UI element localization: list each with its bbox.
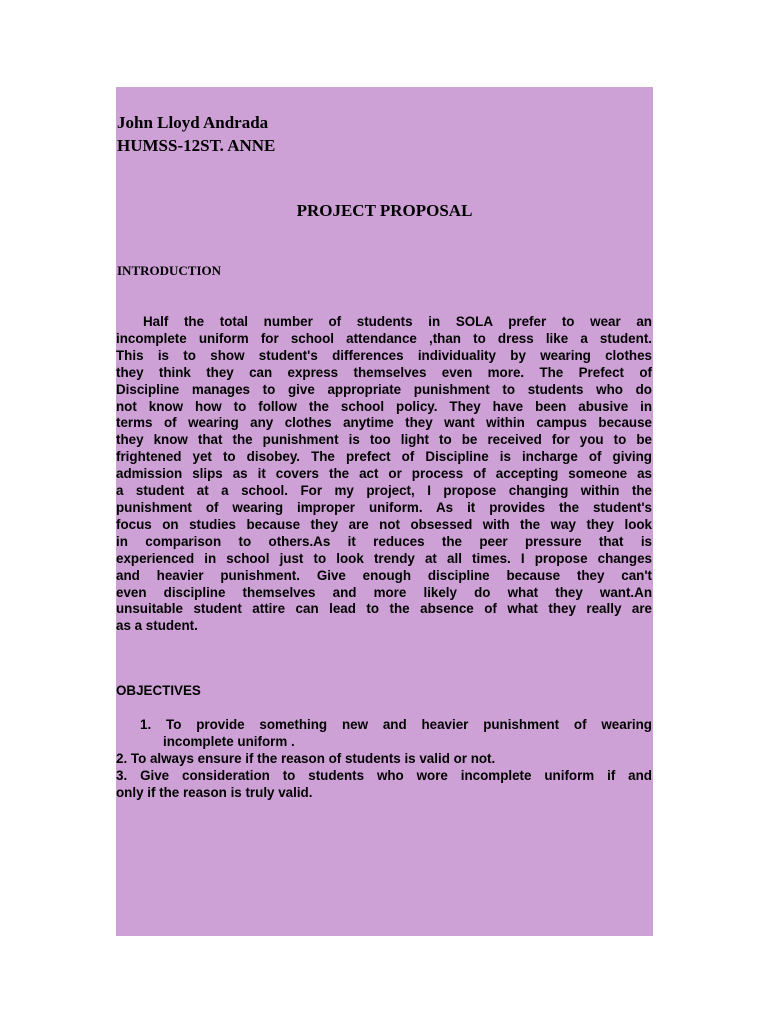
objectives-list: [116, 716, 652, 801]
intro-line: Half the total number of students in SOLA prefer to wear an: [143, 314, 652, 329]
intro-line-last: as a student.: [116, 618, 198, 634]
intro-line: a student at a school. For my project, I propose changing within the: [116, 483, 652, 499]
intro-line: in comparison to others.As it reduces the peer pressure that is: [116, 533, 652, 549]
intro-line: and heavier punishment. Give enough discipline because they can't: [116, 567, 652, 583]
intro-line: even discipline themselves and more likely do what they want.An: [116, 584, 652, 600]
intro-line: punishment of wearing improper uniform. As it provides the student's: [116, 499, 652, 515]
objective-2: 2. To always ensure if the reason of students is valid or not.: [116, 751, 496, 766]
objective-3-line-2: only if the reason is truly valid.: [116, 785, 313, 800]
author-block: [117, 111, 275, 157]
intro-line: experienced in school just to look trendy at all times. I propose changes: [116, 550, 652, 566]
introduction-heading: INTRODUCTION: [117, 263, 222, 278]
intro-line: unsuitable student attire can lead to the absence of what they really are: [116, 601, 652, 617]
intro-line: terms of wearing any clothes anytime they want within campus because: [116, 415, 652, 431]
intro-line: frightened yet to disobey. The prefect of Discipline is incharge of giving: [116, 449, 652, 465]
intro-line: admission slips as it covers the act or process of accepting someone as: [116, 466, 652, 482]
author-section: HUMSS-12ST. ANNE: [117, 136, 276, 155]
intro-line: This is to show student's differences individuality by wearing clothes: [116, 347, 652, 363]
introduction-paragraph: [116, 314, 652, 635]
intro-line: they think they can express themselves even more. The Prefect of: [116, 364, 652, 380]
objective-1-line-2: incomplete uniform .: [163, 734, 295, 749]
author-name: John Lloyd Andrada: [117, 113, 269, 132]
intro-line: Discipline manages to give appropriate punishment to students who do: [116, 381, 652, 397]
objective-3-line-1: 3. Give consideration to students who wore incomplete uniform if and: [116, 768, 652, 783]
objective-1-line-1: 1. To provide something new and heavier punishment of wearing: [140, 717, 652, 732]
intro-line: not know how to follow the school policy. They have been abusive in: [116, 398, 652, 414]
intro-line: incomplete uniform for school attendance ,than to dress like a student.: [116, 330, 652, 346]
intro-line: focus on studies because they are not obsessed with the way they look: [116, 516, 652, 532]
document-page: [116, 87, 653, 936]
intro-line: they know that the punishment is too light to be received for you to be: [116, 432, 652, 448]
objectives-heading: OBJECTIVES: [116, 683, 201, 698]
document-title: PROJECT PROPOSAL: [296, 201, 473, 220]
